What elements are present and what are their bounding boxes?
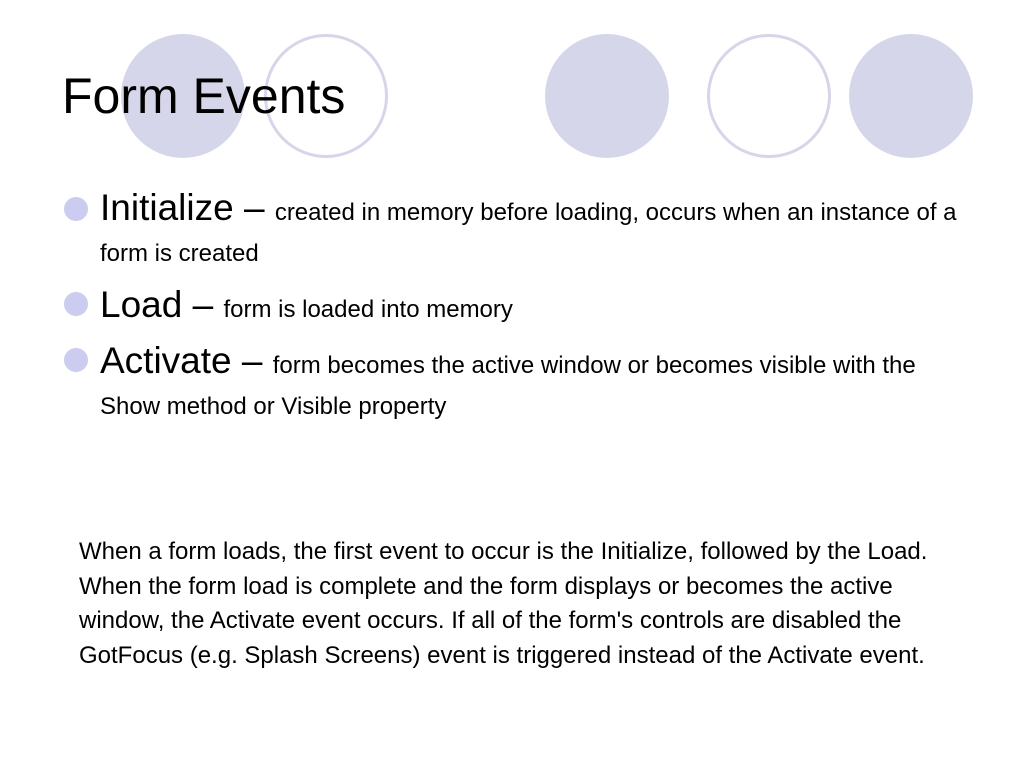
bullet-description: form becomes the active window or becomes visible with the Show method or Visible property: [100, 352, 916, 420]
bullet-item-activate: [62, 341, 962, 430]
bullet-term: Initialize –: [100, 187, 275, 228]
bullet-list: [62, 188, 962, 430]
bullet-description: created in memory before loading, occurs when an instance of a form is created: [100, 199, 957, 267]
bullet-dot-icon: [64, 348, 88, 372]
slide-title: Form Events: [62, 68, 346, 124]
explanatory-note: When a form loads, the first event to occur is the Initialize, followed by the Load. When the form load is complete and the form displays or becomes the active window, the Activate event occurs. If all of the form's controls are disabled the GotFocus (e.g. Splash Screens) event is triggered instead of the Activate event.: [79, 538, 928, 669]
decorative-circle-outline: [707, 34, 831, 158]
bullet-description: form is loaded into memory: [223, 296, 513, 323]
bullet-item-load: [62, 285, 962, 333]
bullet-item-initialize: [62, 188, 962, 277]
bullet-term: Load –: [100, 284, 224, 325]
bullet-dot-icon: [64, 197, 88, 221]
bullet-dot-icon: [64, 292, 88, 316]
decorative-circle-filled: [849, 34, 973, 158]
bullet-term: Activate –: [100, 340, 273, 381]
decorative-circle-filled: [545, 34, 669, 158]
